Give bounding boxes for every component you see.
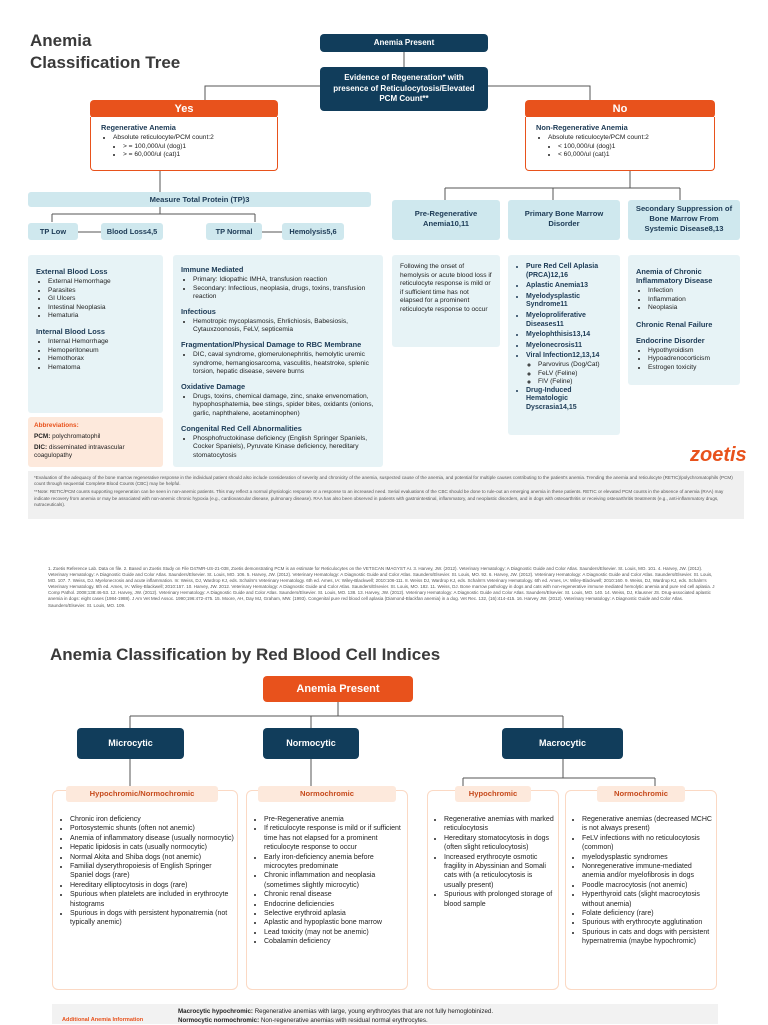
list-item: • Hypothyroidism — [648, 347, 732, 356]
info-key: Macrocytic hypochromic: — [178, 1008, 253, 1015]
rbc-connectors — [0, 640, 768, 800]
list-item: • Myelophthisis13,14 — [526, 331, 614, 340]
microcytic-header: Hypochromic/Normochromic — [66, 786, 218, 802]
pre-regenerative-text: Following the onset of hemolysis or acute blood loss if reticulocyte response is mild or if sufficient time has not elapsed for a prominent reticulocyte response to occur — [392, 255, 500, 347]
info-key: Normocytic normochromic: — [178, 1017, 260, 1024]
microcytic-list — [58, 815, 234, 928]
chronic-inflammatory-title: Anemia of Chronic Inflammatory Disease — [636, 267, 713, 285]
abbrev-value: disseminated intravascular coagulopathy — [34, 444, 125, 459]
additional-info-text — [178, 1007, 708, 1025]
list-item: • GI Ulcers — [48, 295, 155, 304]
list-item: • Spurious with erythrocyte agglutination — [582, 918, 714, 927]
references: 1. Zoetis Reference Lab. Data on file. 2. Based on Zoetis Study on File D47MR-US-21-038, Zoetis demonstrating PCM is an estimate for Reticulocytes on the VETSCAN IMAGYST AI. 3. Harvey, JW. (2012). Veterinary Hematology: A Diagnostic Guide and Color Atlas. Saunders/Elsevier. St. Louis, MO. 101. 4. Harvey, JW. (2012). Veterinary Hematology: A Diagnostic Guide and Color Atlas. Saunders/Elsevier. St. Louis, MO. 106. 5. Harvey, JW. (2012). Veterinary Hematology: A Diagnostic Guide and Color Atlas. Saunders/Elsevier. St. Louis, MO. 92. 6. Harvey, JW. (2012). Veterinary Hematology: A Diagnostic Guide and Color Atlas. Saunders/Elsevier. St. Louis, MO. 107. 7. Weiss, DJ. Myelonecrosis and acute inflammation. In: Weiss, DJ, Wardrop KJ, eds. Schalm's Veterinary Hematology. 6th ed. Ames, IA: Wiley-Blackwell; 2010:106-111. 8. Weiss DJ, Wardrop KJ, eds. Schalm's Veterinary Hematology. 6th ed. Ames, IA: Wiley-Blackwell; 2010:160. 9. Weiss, DJ, Wardrop KJ, eds. Schalm's Veterinary Hematology. 6th ed. Ames, IA: Wiley-Blackwell; 2010:157. 10. Harvey, JW. 2012. Veterinary Hematology: A Diagnostic Guide and Color Atlas. Saunders/Elsevier. St. Louis, MO. 182. 11. Weiss, DJ. Bone marrow pathology in dogs and cats with non-regenerative immune mediated hemolytic anemia and pure red cell aplasia. J Comp Pathol. 2008;138:46-53. 12. Harvey, JW. (2012). Veterinary Hematology: A Diagnostic Guide and Color Atlas. Saunders/Elsevier. St. Louis, MO. 138. 13. Harvey, JW. (2012). Veterinary Hematology: A Diagnostic Guide and Color Atlas. Saunders/Elsevier. St. Louis, MO. 140. 14. Weiss, DJ, Klausner JS. Drug-associated aplastic anemia in dogs: eight cases (1984-1988). J Am Vet Med Assoc. 1990;196:472-475. 15. Moore, AH, Day MJ, Graham, MW. (1993). Congenital pure red blood cell aplasia (Diamond-Blackfan anemia) in a dog. Vet Rec. 132, (16):414-415. 16. Harvey JW. (2012). Veterinary Hematology: A Diagnostic Guide and Color Atlas. Saunders/Elsevier. St. Louis, MO. 109. — [48, 566, 715, 608]
list-item: • Spurious with prolonged storage of blood sample — [444, 890, 556, 909]
list-item: • Selective erythroid aplasia — [264, 909, 404, 918]
list-item: • Familial dyserythropoiesis of English Springer Spaniel dogs (rare) — [70, 862, 234, 881]
list-item: • Hemoperitoneum — [48, 347, 155, 356]
primary-bone-marrow-box: Primary Bone Marrow Disorder — [508, 200, 620, 240]
abbreviations-title: Abbreviations: — [34, 422, 79, 429]
fragmentation-title: Fragmentation/Physical Damage to RBC Membrane — [181, 339, 362, 349]
footnote: **Note: RETIC/PCM counts supporting regeneration can be seen in non-anemic patients. This may reflect a normal physiologic response or a response to an increased need. Serial evaluations of the CBC should be done to rule-out an emerging anemia in these patients. RETIC or elevated PCM counts in the absence of anemia (RAA) may indicate recovery from anemia or may be associated with non-anemic chronic hypoxia (e.g., cardiovascular disease, pulmonary disease). RAA has also been observed in patients with gastrointestinal, inflammatory, and neoplastic disorders, and in dogs with osteoarthritis or receiving osteoarthritis treatments (e.g., anti-inflammatory drugs, nutraceuticals). — [34, 489, 724, 507]
tp-normal-box: TP Normal — [206, 223, 262, 240]
abbreviations-box — [28, 417, 163, 467]
internal-title: Internal Blood Loss — [36, 326, 105, 336]
infectious-title: Infectious — [181, 306, 216, 316]
list-item: • Anemia of inflammatory disease (usually normocytic) — [70, 834, 234, 843]
list-item: • Increased erythrocyte osmotic fragility in Abyssinian and Somali cats with (a reticulocytosis is usually present) — [444, 853, 556, 891]
list-item: • Estrogen toxicity — [648, 364, 732, 373]
list-item: ◦ FIV (Feline) — [538, 378, 614, 387]
blood-loss-details — [28, 255, 163, 413]
list-item: • Chronic renal disease — [264, 890, 404, 899]
list-item: • Hematoma — [48, 364, 155, 373]
list-item: • FeLV infections with no reticulocytosis (common) — [582, 834, 714, 853]
list-item: • > = 60,000/ul (cat)1 — [123, 151, 267, 160]
list-item: • Pure Red Cell Aplasia (PRCA)12,16 — [526, 263, 614, 280]
list-item: • If reticulocyte response is mild or if sufficient time has not elapsed for a prominent reticulocyte response to occur — [264, 824, 404, 852]
list-item: • Early iron-deficiency anemia before microcytes predominate — [264, 853, 404, 872]
list-item: • Hemothorax — [48, 355, 155, 364]
list-item: • Spurious in cats and dogs with persistent hypernatremia (maybe hypochromic) — [582, 928, 714, 947]
primary-bone-marrow-details — [508, 255, 620, 435]
list-item: • myelodysplastic syndromes — [582, 853, 714, 862]
macrocytic-normochromic-header: Normochromic — [597, 786, 685, 802]
additional-info-label: Additional Anemia Information — [62, 1017, 144, 1023]
no-label: No — [525, 100, 715, 118]
list-item: • Chronic iron deficiency — [70, 815, 234, 824]
immune-title: Immune Mediated — [181, 265, 244, 274]
list-item: • Absolute reticulocyte/PCM count:2 — [548, 134, 704, 143]
list-item: ◦ FeLV (Feline) — [538, 370, 614, 379]
list-item: • Secondary: Infectious, neoplasia, drugs, toxins, transfusion reaction — [193, 285, 375, 302]
macrocytic-hypochromic-header: Hypochromic — [455, 786, 531, 802]
normocytic-box: Normocytic — [263, 728, 359, 759]
list-item: • Viral Infection12,13,14 — [526, 352, 614, 361]
list-item: • Hypoadrenocorticism — [648, 355, 732, 364]
list-item: • Spurious when platelets are included in erythrocyte histograms — [70, 890, 234, 909]
list-item: • Hepatic lipidosis in cats (usually normocytic) — [70, 843, 234, 852]
list-item: • Hematuria — [48, 312, 155, 321]
list-item: • Hereditary elliptocytosis in dogs (rare) — [70, 881, 234, 890]
list-item: • Neoplasia — [648, 304, 732, 313]
pre-regenerative-box: Pre-Regenerative Anemia10,11 — [392, 200, 500, 240]
abbrev-key: DIC: — [34, 444, 48, 451]
zoetis-logo: zoetis — [690, 444, 747, 466]
info-value: Non-regenerative anemias with residual normal erythrocytes. — [260, 1017, 428, 1024]
endocrine-title: Endocrine Disorder — [636, 335, 705, 345]
list-item: • Primary: Idiopathic IMHA, transfusion reaction — [193, 276, 375, 285]
list-item: • Spurious in dogs with persistent hyponatremia (not typically anemic) — [70, 909, 234, 928]
list-item: • Absolute reticulocyte/PCM count:2 — [113, 134, 267, 143]
external-title: External Blood Loss — [36, 267, 108, 276]
list-item: • Parasites — [48, 287, 155, 296]
list-item: • Normal Akita and Shiba dogs (not anemic) — [70, 853, 234, 862]
blood-loss-box: Blood Loss4,5 — [101, 223, 163, 240]
footnote: *Evaluation of the adequacy of the bone marrow regenerative response in the individual patient should also include consideration of severity and chronicity of the anemia, suspected cause of the anemia, and potential for multiple causes contributing to the patient's anemia. Trending the anemia and reticulocyte (RETIC)/polychromatophils (PCM) count through sequential Complete Blood Counts (CBC) may be helpful. — [34, 475, 733, 487]
list-item: • Pre-Regenerative anemia — [264, 815, 404, 824]
macrocytic-hypochromic-list — [432, 815, 556, 909]
secondary-suppression-box: Secondary Suppression of Bone Marrow From Systemic Disease8,13 — [628, 200, 740, 240]
macrocytic-normochromic-list — [570, 815, 714, 947]
list-item: • Regenerative anemias with marked reticulocytosis — [444, 815, 556, 834]
hemolysis-details — [173, 255, 383, 467]
list-item: • External Hemorrhage — [48, 278, 155, 287]
congenital-title: Congenital Red Cell Abnormalities — [181, 423, 302, 433]
list-item: • Intestinal Neoplasia — [48, 304, 155, 313]
tp-low-box: TP Low — [28, 223, 78, 240]
non-regenerative-title: Non-Regenerative Anemia — [536, 123, 628, 132]
regenerative-box — [90, 117, 278, 171]
list-item: • Inflammation — [648, 296, 732, 305]
list-item: ◦ Parvovirus (Dog/Cat) — [538, 361, 614, 370]
microcytic-box: Microcytic — [77, 728, 184, 759]
measure-tp-box: Measure Total Protein (TP)3 — [28, 192, 371, 207]
list-item: • Nonregenerative immune-mediated anemia and/or myelofibrosis in dogs — [582, 862, 714, 881]
renal-title: Chronic Renal Failure — [636, 319, 713, 329]
list-item: • Poodle macrocytosis (not anemic) — [582, 881, 714, 890]
list-item: • Portosystemic shunts (often not anemic) — [70, 824, 234, 833]
list-item: • Hemotropic mycoplasmosis, Ehrlichiosis, Babesiosis, Cytauxzoonosis, FeLV, septicemia — [193, 318, 375, 335]
normocytic-header: Normochromic — [258, 786, 396, 802]
evidence-box: Evidence of Regeneration* with presence of Reticulocytosis/Elevated PCM Count** — [320, 67, 488, 111]
oxidative-title: Oxidative Damage — [181, 381, 246, 391]
secondary-suppression-details — [628, 255, 740, 385]
normocytic-list — [252, 815, 404, 947]
list-item: • > = 100,000/ul (dog)1 — [123, 143, 267, 152]
rbc-title: Anemia Classification by Red Blood Cell Indices — [50, 645, 441, 664]
tree-title: Anemia Classification Tree — [30, 31, 181, 72]
list-item: • Myelonecrosis11 — [526, 342, 614, 351]
abbrev-key: PCM: — [34, 433, 51, 440]
list-item: • Hereditary stomatocytosis in dogs (often slight reticulocytosis) — [444, 834, 556, 853]
list-item: • Infection — [648, 287, 732, 296]
list-item: • Myeloproliferative Diseases11 — [526, 312, 614, 329]
list-item: • DIC, caval syndrome, glomerulonephritis, hemolytic uremic syndrome, hemangiosarcoma, vasculitis, heatstroke, splenic torsion, hepatic disease, severe burns — [193, 351, 375, 377]
non-regenerative-box — [525, 117, 715, 171]
list-item: • Phosphofructokinase deficiency (English Springer Spaniels, Cocker Spaniels), Pyruvate Kinase deficiency, hereditary stomatocytosis — [193, 435, 375, 461]
list-item: • Chronic inflammation and neoplasia (sometimes slightly microcytic) — [264, 871, 404, 890]
macrocytic-box: Macrocytic — [502, 728, 623, 759]
list-item: • < 60,000/ul (cat)1 — [558, 151, 704, 160]
list-item: • Lead toxicity (may not be anemic) — [264, 928, 404, 937]
rbc-anemia-present-box: Anemia Present — [263, 676, 413, 702]
anemia-present-box: Anemia Present — [320, 34, 488, 52]
list-item: • Hyperthyroid cats (slight macrocytosis without anemia) — [582, 890, 714, 909]
list-item: • Myelodysplastic Syndrome11 — [526, 293, 614, 310]
abbrev-value: polychromatophil — [52, 433, 101, 440]
list-item: • Aplastic and hypoplastic bone marrow — [264, 918, 404, 927]
list-item: • Drugs, toxins, chemical damage, zinc, snake envenomation, hypophosphatemia, bee stings, spider bites, oxidants (onions, garlic, naphthalene, acetaminophen) — [193, 393, 375, 419]
list-item: • Internal Hemorrhage — [48, 338, 155, 347]
footnotes-box — [28, 471, 744, 519]
list-item: • < 100,000/ul (dog)1 — [558, 143, 704, 152]
regenerative-title: Regenerative Anemia — [101, 123, 176, 132]
list-item: • Endocrine deficiencies — [264, 900, 404, 909]
info-value: Regenerative anemias with large, young erythrocytes that are not fully hemoglobinized. — [254, 1008, 494, 1015]
hemolysis-box: Hemolysis5,6 — [282, 223, 344, 240]
yes-label: Yes — [90, 100, 278, 118]
list-item: • Regenerative anemias (decreased MCHC is not always present) — [582, 815, 714, 834]
list-item: • Cobalamin deficiency — [264, 937, 404, 946]
list-item: • Drug-Induced Hematologic Dyscrasia14,15 — [526, 387, 614, 413]
list-item: • Folate deficiency (rare) — [582, 909, 714, 918]
list-item: • Aplastic Anemia13 — [526, 282, 614, 291]
